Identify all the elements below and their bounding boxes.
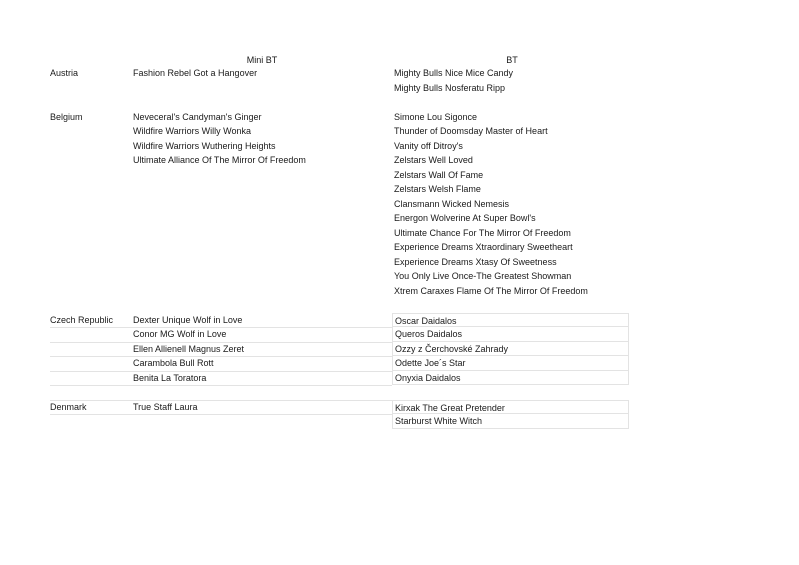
bt-entry: Experience Dreams Xtasy Of Sweetness	[394, 256, 557, 267]
bt-entry: Mighty Bulls Nosferatu Ripp	[394, 82, 506, 93]
bt-entry: Energon Wolverine At Super Bowl's	[394, 213, 536, 223]
bt-entry: Starburst White Witch	[392, 414, 629, 429]
bt-entry: Simone Lou Sigonce	[394, 111, 478, 122]
mini-bt-list	[133, 110, 383, 168]
bt-entry: Zelstars Wall Of Fame	[394, 169, 484, 180]
bt-list	[394, 66, 628, 95]
bt-entry: Clansmann Wicked Nemesis	[394, 198, 510, 209]
bt-entry: Xtrem Caraxes Flame Of The Mirror Of Freedom	[394, 285, 588, 296]
grid-divider	[50, 385, 392, 386]
mini-bt-entry: Wildfire Warriors Willy Wonka	[133, 126, 252, 136]
mini-bt-entry: Benita La Toratora	[133, 372, 207, 383]
bt-entry: Zelstars Welsh Flame	[394, 184, 481, 194]
country-label: Denmark	[50, 401, 87, 412]
bt-entry: Experience Dreams Xtraordinary Sweetheart	[394, 242, 573, 252]
grid-divider	[50, 414, 392, 415]
bt-entry: Odette Joe´s Star	[392, 356, 629, 371]
mini-bt-entry: Fashion Rebel Got a Hangover	[133, 68, 258, 78]
bt-entry: Ozzy z Čerchovské Zahrady	[392, 342, 629, 357]
bt-list	[392, 313, 629, 386]
bt-entry: Thunder of Doomsday Master of Heart	[394, 126, 548, 136]
country-label: Czech Republic	[50, 314, 114, 325]
column-header-bt: BT	[506, 55, 518, 65]
bt-entry: Queros Daidalos	[392, 327, 629, 342]
bt-list	[394, 110, 628, 299]
bt-entry: Oscar Daidalos	[392, 313, 629, 328]
mini-bt-entry: Wildfire Warriors Wuthering Heights	[133, 140, 276, 151]
bt-entry: Kirxak The Great Pretender	[392, 400, 629, 415]
mini-bt-entry: Ellen Allienell Magnus Zeret	[133, 343, 245, 354]
bt-entry: Mighty Bulls Nice Mice Candy	[394, 68, 514, 78]
mini-bt-entry: Ultimate Alliance Of The Mirror Of Freedom	[133, 155, 306, 165]
bt-entry: Onyxia Daidalos	[392, 371, 629, 386]
mini-bt-entry: Dexter Unique Wolf in Love	[133, 314, 243, 325]
mini-bt-entry: Conor MG Wolf in Love	[133, 329, 227, 339]
mini-bt-entry: Carambola Bull Rott	[133, 358, 214, 368]
country-label: Belgium	[50, 111, 83, 122]
mini-bt-entry: True Staff Laura	[133, 401, 198, 412]
mini-bt-list	[133, 313, 383, 386]
bt-entry: Zelstars Well Loved	[394, 155, 473, 165]
bt-entry: Vanity off Ditroy's	[394, 140, 463, 151]
mini-bt-list	[133, 66, 383, 81]
mini-bt-list	[133, 400, 383, 415]
country-label: Austria	[50, 68, 79, 78]
column-header-mini-bt: Mini BT	[246, 55, 278, 65]
mini-bt-entry: Neveceral's Candyman's Ginger	[133, 111, 262, 122]
bt-entry: Ultimate Chance For The Mirror Of Freedom	[394, 227, 571, 238]
bt-entry: You Only Live Once-The Greatest Showman	[394, 271, 572, 281]
bt-list	[392, 400, 629, 429]
